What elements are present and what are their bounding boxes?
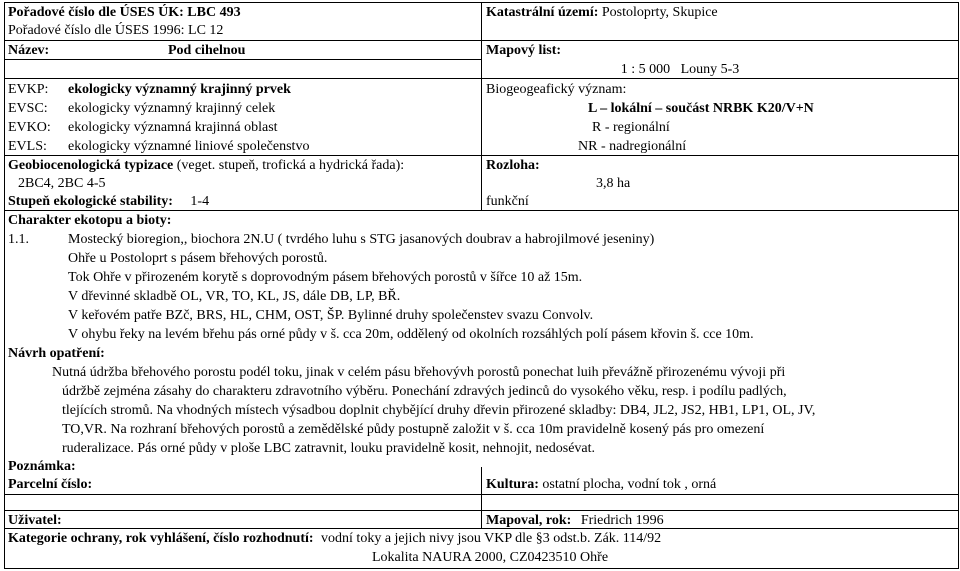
mapoval-row bbox=[486, 512, 664, 529]
navrh-line: údržbě zejména zásahy do charakteru zdravotního výběru. Ponechání zdravých jedinců do vysokého věku, resp. i podílu padlých, bbox=[62, 384, 787, 399]
typizace-label: Geobiocenologická typizace bbox=[8, 158, 174, 173]
kategorie-label: Kategorie ochrany, rok vyhlášení, číslo rozhodnutí: bbox=[8, 531, 314, 546]
funkce-value: funkční bbox=[486, 194, 529, 209]
uzivatel-label: Uživatel: bbox=[8, 513, 62, 528]
mapoval-value: Friedrich 1996 bbox=[580, 513, 664, 528]
navrh-line: TO,VR. Na rozhraní břehových porostů a zemědělské půdy postupně založit v š. cca 10m pravidelně kosený pás pro omezení bbox=[62, 422, 765, 437]
mapoval-label: Mapoval, rok: bbox=[486, 513, 572, 528]
charakter-num: 1.1. bbox=[8, 232, 29, 247]
evkp-text: ekologicky významný krajinný prvek bbox=[68, 82, 291, 97]
column-divider bbox=[481, 467, 482, 510]
navrh-line: Nutná údržba břehového porostu podél toku, jinak v celém pásu břehovývh porostů ponechat luih převážně přirozenému vývoji při bbox=[52, 365, 786, 380]
divider bbox=[4, 528, 959, 529]
navrh-label: Návrh opatření: bbox=[8, 346, 105, 361]
charakter-line: Ohře u Postoloprt s pásem břehových porostů. bbox=[68, 251, 328, 266]
rozloha-label: Rozloha: bbox=[486, 158, 540, 173]
charakter-line: Tok Ohře v přirozeném korytě s doprovodným pásem břehových porostů v šířce 10 až 15m. bbox=[68, 270, 583, 285]
nazev-value: Pod cihelnou bbox=[168, 43, 246, 58]
charakter-line: V ohybu řeky na levém břehu pás orné půdy v š. cca 20m, oddělený od okolních rozsáhlých polí pásem křovin š. cce 10m. bbox=[68, 327, 754, 342]
evkp-abbr: EVKP: bbox=[8, 82, 49, 97]
navrh-line: ruderalizace. Pás orné půdy v ploše LBC zatravnit, louku pravidelně kosit, nehnojit, nedosévat. bbox=[62, 441, 596, 456]
mapovy-list-label: Mapový list: bbox=[486, 43, 562, 58]
evls-abbr: EVLS: bbox=[8, 139, 47, 154]
border-left bbox=[4, 2, 5, 568]
kultura-row bbox=[486, 476, 716, 493]
poradove-cislo-1996: Pořadové číslo dle ÚSES 1996: LC 12 bbox=[8, 23, 224, 38]
stabilita-label: Stupeň ekologické stability: bbox=[8, 194, 173, 209]
stabilita-row bbox=[8, 193, 209, 210]
navrh-line: tlejících stromů. Na vhodných místech výsadbou doplnit chybějící druhy dřevin přirozené skladby: DB4, JL2, JS2, HB1, LP1, OL, JV, bbox=[62, 403, 816, 418]
border-right bbox=[958, 2, 959, 568]
charakter-line: Mostecký bioregion,, biochora 2N.U ( tvrdého luhu s STG jasanových doubrav a habrojilmové jeseniny) bbox=[68, 232, 655, 247]
evsc-abbr: EVSC: bbox=[8, 101, 48, 116]
parcelni-label: Parcelní číslo: bbox=[8, 477, 93, 492]
stabilita-value: 1-4 bbox=[190, 194, 210, 209]
charakter-line: V keřovém patře BZč, BRS, HL, CHM, OST, ŠP. Bylinné druhy společenstev svazu Convolv. bbox=[68, 308, 594, 323]
katastralni-value: Postoloprty, Skupice bbox=[601, 5, 718, 20]
kultura-label: Kultura: bbox=[486, 477, 539, 492]
typizace-row bbox=[8, 157, 404, 174]
vyznam-nadregionalni: NR - nadregionální bbox=[578, 139, 687, 154]
vyznam-label: Biogeogeafický význam: bbox=[486, 82, 627, 97]
evko-abbr: EVKO: bbox=[8, 120, 51, 135]
charakter-label: Charakter ekotopu a bioty: bbox=[8, 213, 172, 228]
divider bbox=[4, 59, 482, 60]
vyznam-lokalni: L – lokální – součást NRBK K20/V+N bbox=[588, 101, 814, 116]
katastralni-uzemi bbox=[486, 4, 718, 21]
kategorie-row bbox=[8, 530, 661, 547]
kategorie-value-2: Lokalita NAURA 2000, CZ0423510 Ohře bbox=[372, 550, 609, 565]
mapovy-list-value: 1 : 5 000 Louny 5-3 bbox=[620, 62, 740, 77]
typizace-label-rest: (veget. stupeň, trofická a hydrická řada): bbox=[173, 158, 405, 173]
kultura-value: ostatní plocha, vodní tok , orná bbox=[542, 477, 717, 492]
vyznam-regionalni: R - regionální bbox=[592, 120, 670, 135]
katastralni-label: Katastrální území: bbox=[486, 5, 599, 20]
nazev-label: Název: bbox=[8, 43, 50, 58]
typizace-value: 2BC4, 2BC 4-5 bbox=[18, 176, 106, 191]
poznamka-label: Poznámka: bbox=[8, 459, 76, 474]
evsc-text: ekologicky významný krajinný celek bbox=[68, 101, 276, 116]
column-divider bbox=[481, 2, 482, 210]
charakter-line: V dřevinné skladbě OL, VR, TO, KL, JS, dále DB, LP, BŘ. bbox=[68, 289, 401, 304]
evls-text: ekologicky významné liniové společenstvo bbox=[68, 139, 310, 154]
evko-text: ekologicky významná krajinná oblast bbox=[68, 120, 278, 135]
column-divider bbox=[481, 510, 482, 528]
rozloha-value: 3,8 ha bbox=[596, 176, 631, 191]
border-bottom bbox=[4, 568, 959, 569]
poradove-cislo: Pořadové číslo dle ÚSES ÚK: LBC 493 bbox=[8, 5, 241, 20]
kategorie-value-1: vodní toky a jejich nivy jsou VKP dle §3 odst.b. Zák. 114/92 bbox=[321, 531, 662, 546]
divider bbox=[4, 210, 959, 211]
